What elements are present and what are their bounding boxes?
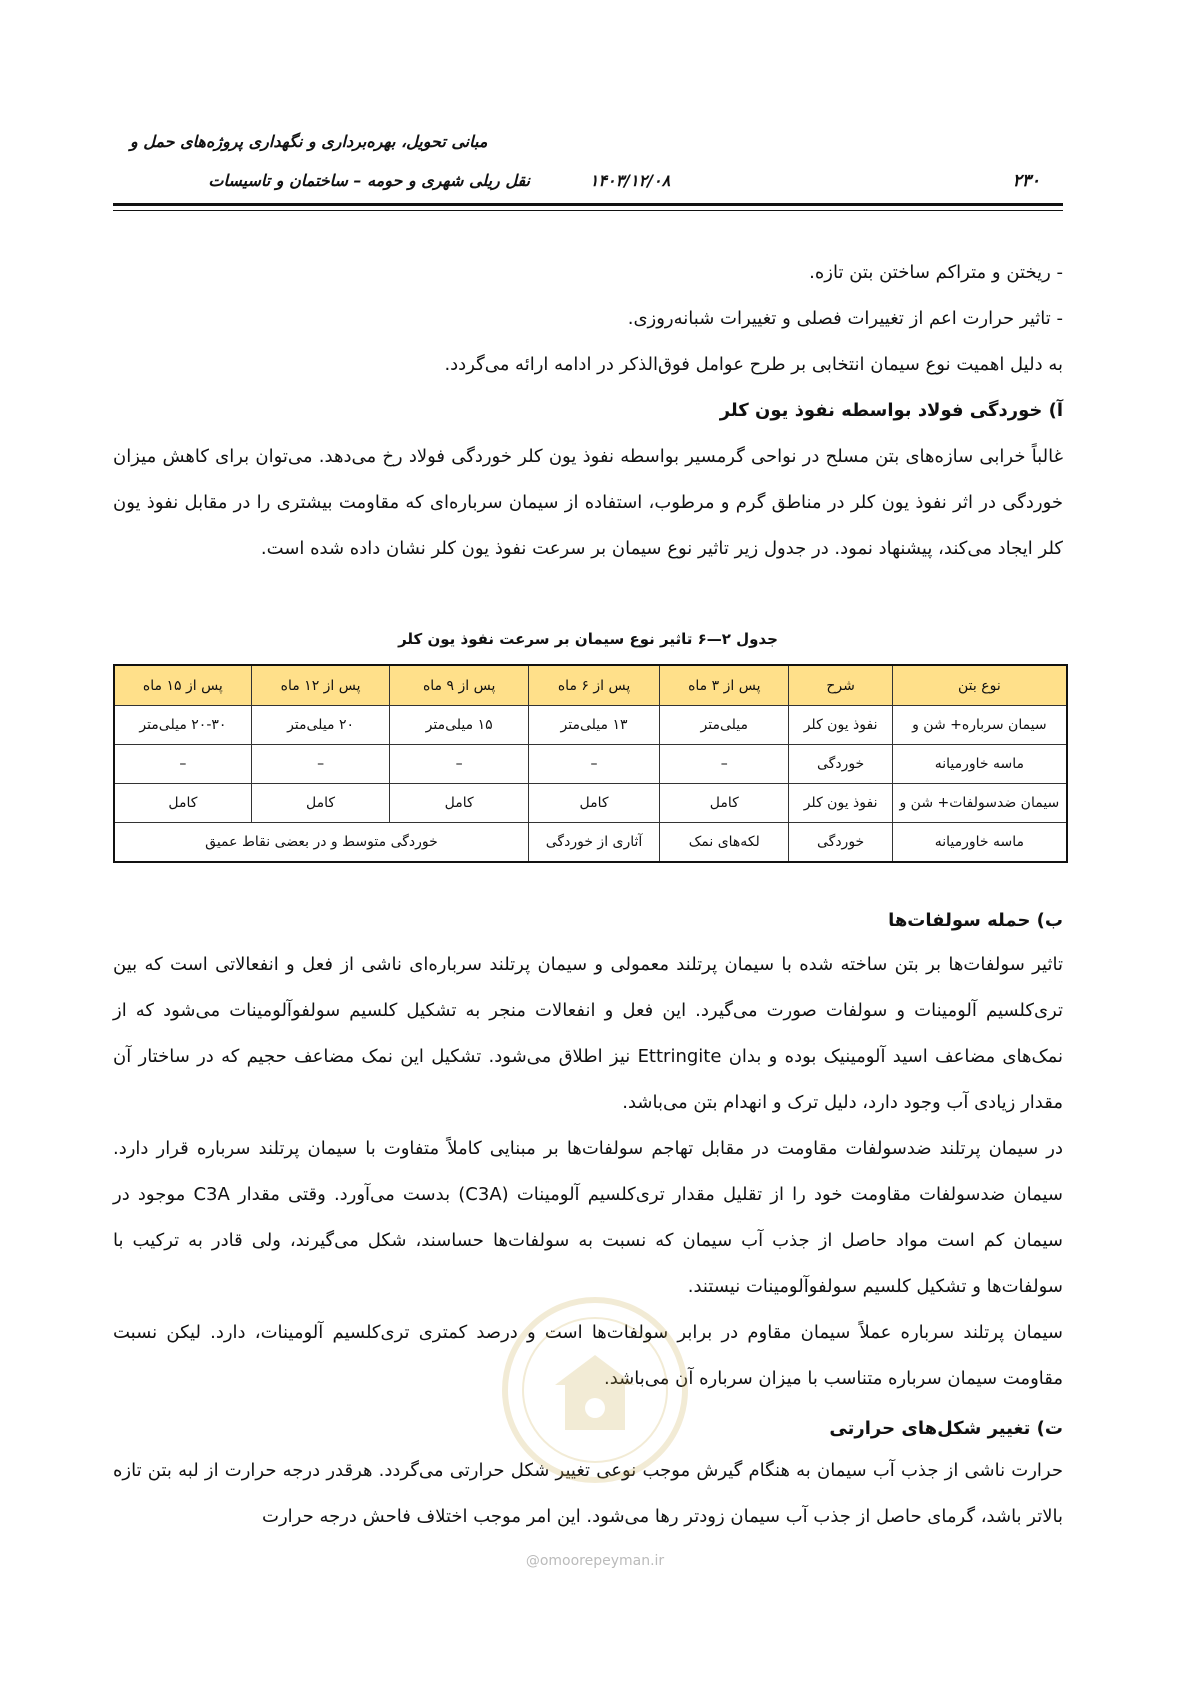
header-title-line1: مبانی تحویل، بهره‌برداری و نگهداری پروژه‌های حمل و bbox=[130, 132, 488, 151]
section-b-paragraph-3: سیمان پرتلند سرباره عملاً سیمان مقاوم در برابر سولفات‌ها است و درصد کمتری تری‌کلسیم آلومینات، دارد. لیکن نسبت مقاومت سیمان سرباره متناسب با میزان سرباره آن می‌باشد. bbox=[113, 1322, 1063, 1389]
section-b-heading: ب) حمله سولفات‌ها bbox=[888, 910, 1063, 931]
header-rule-thin bbox=[113, 210, 1063, 211]
section-a-heading: آ) خوردگی فولاد بواسطه نفوذ یون کلر bbox=[719, 400, 1063, 421]
table-cell: خوردگی bbox=[789, 823, 892, 863]
section-t-heading: ت) تغییر شکل‌های حرارتی bbox=[829, 1418, 1063, 1439]
table-header: پس از ۱۲ ماه bbox=[251, 665, 390, 706]
watermark-url: @omoorepeyman.ir bbox=[525, 1553, 665, 1569]
table-row bbox=[114, 706, 1067, 745]
table-header: پس از ۶ ماه bbox=[528, 665, 659, 706]
chloride-table bbox=[113, 664, 1068, 863]
table-cell: ۱۳ میلی‌متر bbox=[528, 706, 659, 745]
table-cell-merged: خوردگی متوسط و در بعضی نقاط عمیق bbox=[114, 823, 528, 863]
section-b-paragraph-2: در سیمان پرتلند ضدسولفات مقاومت در مقابل تهاجم سولفات‌ها بر مبنایی کاملاً متفاوت با سیمان پرتلند سرباره قرار دارد. سیمان ضدسولفات مقاومت خود را از تقلیل مقدار تری‌کلسیم آلومینات (C3A) بدست می‌آورد. وقتی مقدار C3A موجود در سیمان کم است مواد حاصل از جذب آب سیمان که نسبت به سولفات‌ها حساسند، شکل می‌گیرند، ولی قادر به ترکیب با سولفات‌ها و تشکیل کلسیم سولفوآلومینات نیستند. bbox=[113, 1138, 1063, 1297]
table-cell: سیمان سرباره+ شن و bbox=[892, 706, 1067, 745]
table-caption: جدول ۲—۶ تاثیر نوع سیمان بر سرعت نفوذ یون کلر bbox=[398, 630, 778, 648]
table-cell: – bbox=[528, 745, 659, 784]
section-t-paragraph: حرارت ناشی از جذب آب سیمان به هنگام گیرش موجب نوعی تغییر شکل حرارتی می‌گردد. هرقدر درجه حرارت از لبه بتن تازه بالاتر باشد، گرمای حاصل از جذب آب سیمان زودتر رها می‌شود. این امر موجب اختلاف فاحش درجه حرارت bbox=[113, 1460, 1063, 1527]
table-header: پس از ۱۵ ماه bbox=[114, 665, 251, 706]
intro-sentence: به دلیل اهمیت نوع سیمان انتخابی بر طرح عوامل فوق‌الذکر در ادامه ارائه می‌گردد. bbox=[444, 354, 1063, 375]
table-cell: سیمان ضدسولفات+ شن و bbox=[892, 784, 1067, 823]
intro-bullet-1: - ریختن و متراکم ساختن بتن تازه. bbox=[809, 262, 1063, 283]
table-cell: لکه‌های نمک bbox=[660, 823, 789, 863]
table-cell: کامل bbox=[528, 784, 659, 823]
table-row bbox=[114, 823, 1067, 863]
table-cell: نفوذ یون کلر bbox=[789, 706, 892, 745]
table-cell: نفوذ یون کلر bbox=[789, 784, 892, 823]
table-cell: – bbox=[390, 745, 529, 784]
page-number: ۲۳۰ bbox=[1012, 171, 1040, 191]
table-cell: کامل bbox=[251, 784, 390, 823]
section-b-paragraph-1: تاثیر سولفات‌ها بر بتن ساخته شده با سیمان پرتلند معمولی و سیمان پرتلند سرباره‌ای ناشی از فعل و انفعالاتی است که بین تری‌کلسیم آلومینات و سولفات صورت می‌گیرد. این فعل و انفعالات منجر به تشکیل کلسیم سولفوآلومینات می‌شود که از نمک‌های مضاعف اسید آلومینیک بوده و بدان Ettringite نیز اطلاق می‌شود. تشکیل این نمک مضاعف حجیم که در ساختار آن مقدار زیادی آب وجود دارد، دلیل ترک و انهدام بتن می‌باشد. bbox=[113, 954, 1064, 1113]
header-title-line2: نقل ریلی شهری و حومه – ساختمان و تاسیسات bbox=[208, 171, 530, 190]
table-row bbox=[114, 784, 1067, 823]
table-cell: ۱۵ میلی‌متر bbox=[390, 706, 529, 745]
table-cell: ماسه خاورمیانه bbox=[892, 823, 1067, 863]
table-cell: ۲۰-۳۰ میلی‌متر bbox=[114, 706, 251, 745]
table-header: شرح bbox=[789, 665, 892, 706]
table-cell: میلی‌متر bbox=[660, 706, 789, 745]
header-date: ۱۴۰۳/۱۲/۰۸ bbox=[589, 171, 671, 190]
section-a-paragraph: غالباً خرابی سازه‌های بتن مسلح در نواحی گرمسیر بواسطه نفوذ یون کلر خوردگی فولاد رخ می‌دهد. می‌توان برای کاهش میزان خوردگی در اثر نفوذ یون کلر در مناطق گرم و مرطوب، استفاده از سیمان سرباره‌ای که مقاومت بیشتری را در مقابل نفوذ یون کلر ایجاد می‌کند، پیشنهاد نمود. در جدول زیر تاثیر نوع سیمان بر سرعت نفوذ یون کلر نشان داده شده است. bbox=[113, 446, 1063, 559]
table-header: پس از ۳ ماه bbox=[660, 665, 789, 706]
table-header: نوع بتن bbox=[892, 665, 1067, 706]
table-cell: آثاری از خوردگی bbox=[528, 823, 659, 863]
table-cell: – bbox=[251, 745, 390, 784]
watermark-logo bbox=[495, 1290, 695, 1490]
table-cell: – bbox=[660, 745, 789, 784]
header-rule-thick bbox=[113, 203, 1063, 206]
table-cell: خوردگی bbox=[789, 745, 892, 784]
table-header-row bbox=[114, 665, 1067, 706]
table-cell: ۲۰ میلی‌متر bbox=[251, 706, 390, 745]
table-row bbox=[114, 745, 1067, 784]
table-cell: – bbox=[114, 745, 251, 784]
table-cell: کامل bbox=[114, 784, 251, 823]
table-cell: کامل bbox=[660, 784, 789, 823]
intro-bullet-2: - تاثیر حرارت اعم از تغییرات فصلی و تغییرات شبانه‌روزی. bbox=[627, 308, 1063, 329]
table-cell: ماسه خاورمیانه bbox=[892, 745, 1067, 784]
table-header: پس از ۹ ماه bbox=[390, 665, 529, 706]
table-cell: کامل bbox=[390, 784, 529, 823]
